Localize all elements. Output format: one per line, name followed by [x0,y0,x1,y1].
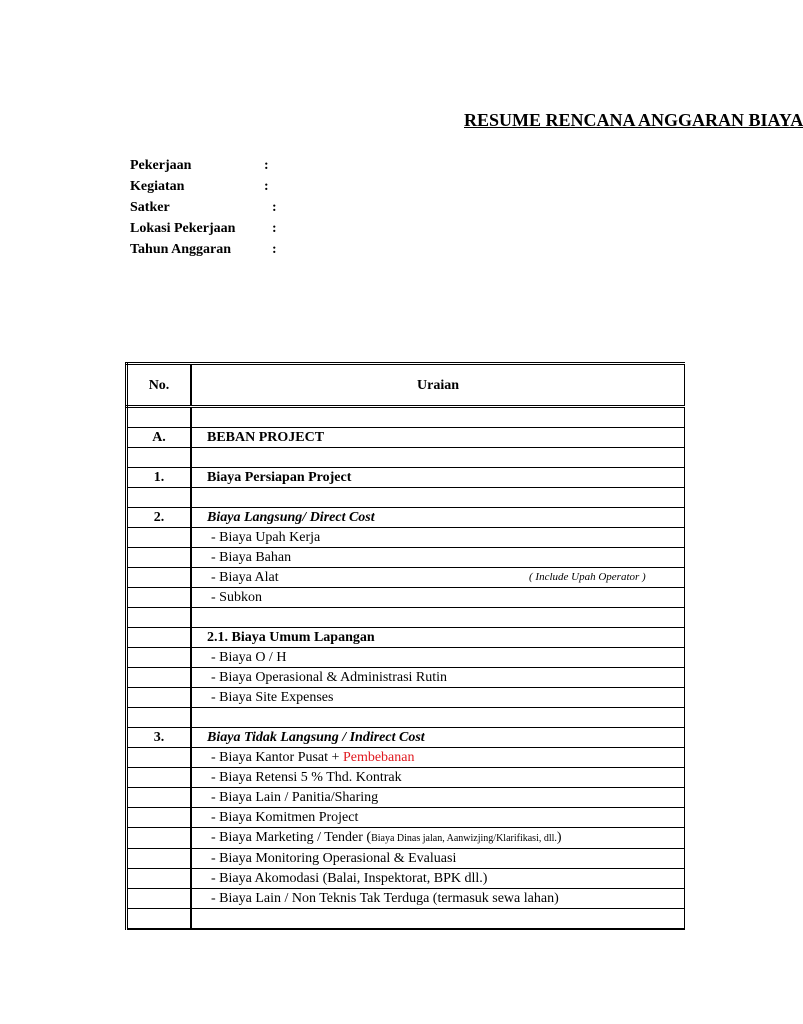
table-row [127,588,685,608]
info-row-satker [130,197,277,218]
info-colon: : [264,179,269,194]
table-row [127,508,685,528]
info-row-tahun [130,239,277,260]
info-colon: : [272,221,277,236]
table-row [127,608,685,628]
info-label: Kegiatan [130,179,185,194]
table-row [127,468,685,488]
table-row [127,849,685,869]
header-uraian: Uraian [191,364,685,407]
table-row [127,828,685,849]
table-row [127,708,685,728]
table-row [127,668,685,688]
line-item: - Biaya Monitoring Operasional & Evaluasi [211,851,457,866]
marketing-close: ) [556,830,562,845]
line-item: - Biaya Lain / Non Teknis Tak Terduga (termasuk sewa lahan) [211,891,559,906]
info-colon: : [264,158,269,173]
table-row [127,528,685,548]
alat-note: ( Include Upah Operator ) [529,571,646,583]
table-row [127,628,685,648]
section-heading: Biaya Langsung/ Direct Cost [191,508,685,528]
table-row [127,488,685,508]
line-item: - Biaya Komitmen Project [211,810,359,825]
info-label: Pekerjaan [130,158,192,173]
line-item: - Biaya Marketing / Tender ( [211,830,372,845]
table-row [127,688,685,708]
info-row-lokasi [130,218,277,239]
table-header-row [127,364,685,407]
pembebanan-text: Pembebanan [342,750,415,765]
section-heading: Biaya Persiapan Project [191,468,685,488]
row-number: 2. [127,508,192,528]
line-item: - Biaya Alat [211,570,279,585]
table-row [127,648,685,668]
table-row [127,909,685,930]
section-heading: BEBAN PROJECT [191,428,685,448]
document-title: RESUME RENCANA ANGGARAN BIAYA [464,110,803,130]
line-item: - Biaya Upah Kerja [211,530,321,545]
line-item: - Biaya Kantor Pusat + [211,750,343,765]
line-item: - Biaya Site Expenses [211,690,334,705]
info-row-kegiatan [130,176,269,197]
info-label: Satker [130,200,170,215]
line-item: - Biaya O / H [211,650,287,665]
table-row [127,869,685,889]
line-item: - Biaya Bahan [211,550,292,565]
table-row [127,407,685,428]
table-row [127,788,685,808]
info-label: Lokasi Pekerjaan [130,221,236,236]
table-row [127,808,685,828]
table-row [127,568,685,588]
budget-table [125,362,685,930]
table-row [127,448,685,468]
table-row [127,428,685,448]
table-row [127,728,685,748]
marketing-detail: Biaya Dinas jalan, Aanwizjing/Klarifikasi, dll. [371,833,557,844]
table-row [127,768,685,788]
line-item: - Biaya Akomodasi (Balai, Inspektorat, BPK dll.) [211,871,488,886]
table-row [127,889,685,909]
info-label: Tahun Anggaran [130,242,232,257]
line-item: - Biaya Retensi 5 % Thd. Kontrak [211,770,402,785]
line-item: - Subkon [211,590,262,605]
row-number: 1. [127,468,192,488]
header-no: No. [127,364,192,407]
info-colon: : [272,200,277,215]
section-heading: Biaya Tidak Langsung / Indirect Cost [191,728,685,748]
row-number: 3. [127,728,192,748]
info-row-pekerjaan [130,155,269,176]
subsection-heading: 2.1. Biaya Umum Lapangan [191,628,685,648]
table-row [127,548,685,568]
line-item: - Biaya Lain / Panitia/Sharing [211,790,379,805]
table-row [127,748,685,768]
project-info [130,155,277,260]
line-item: - Biaya Operasional & Administrasi Rutin [211,670,448,685]
info-colon: : [272,242,277,257]
row-number: A. [127,428,192,448]
